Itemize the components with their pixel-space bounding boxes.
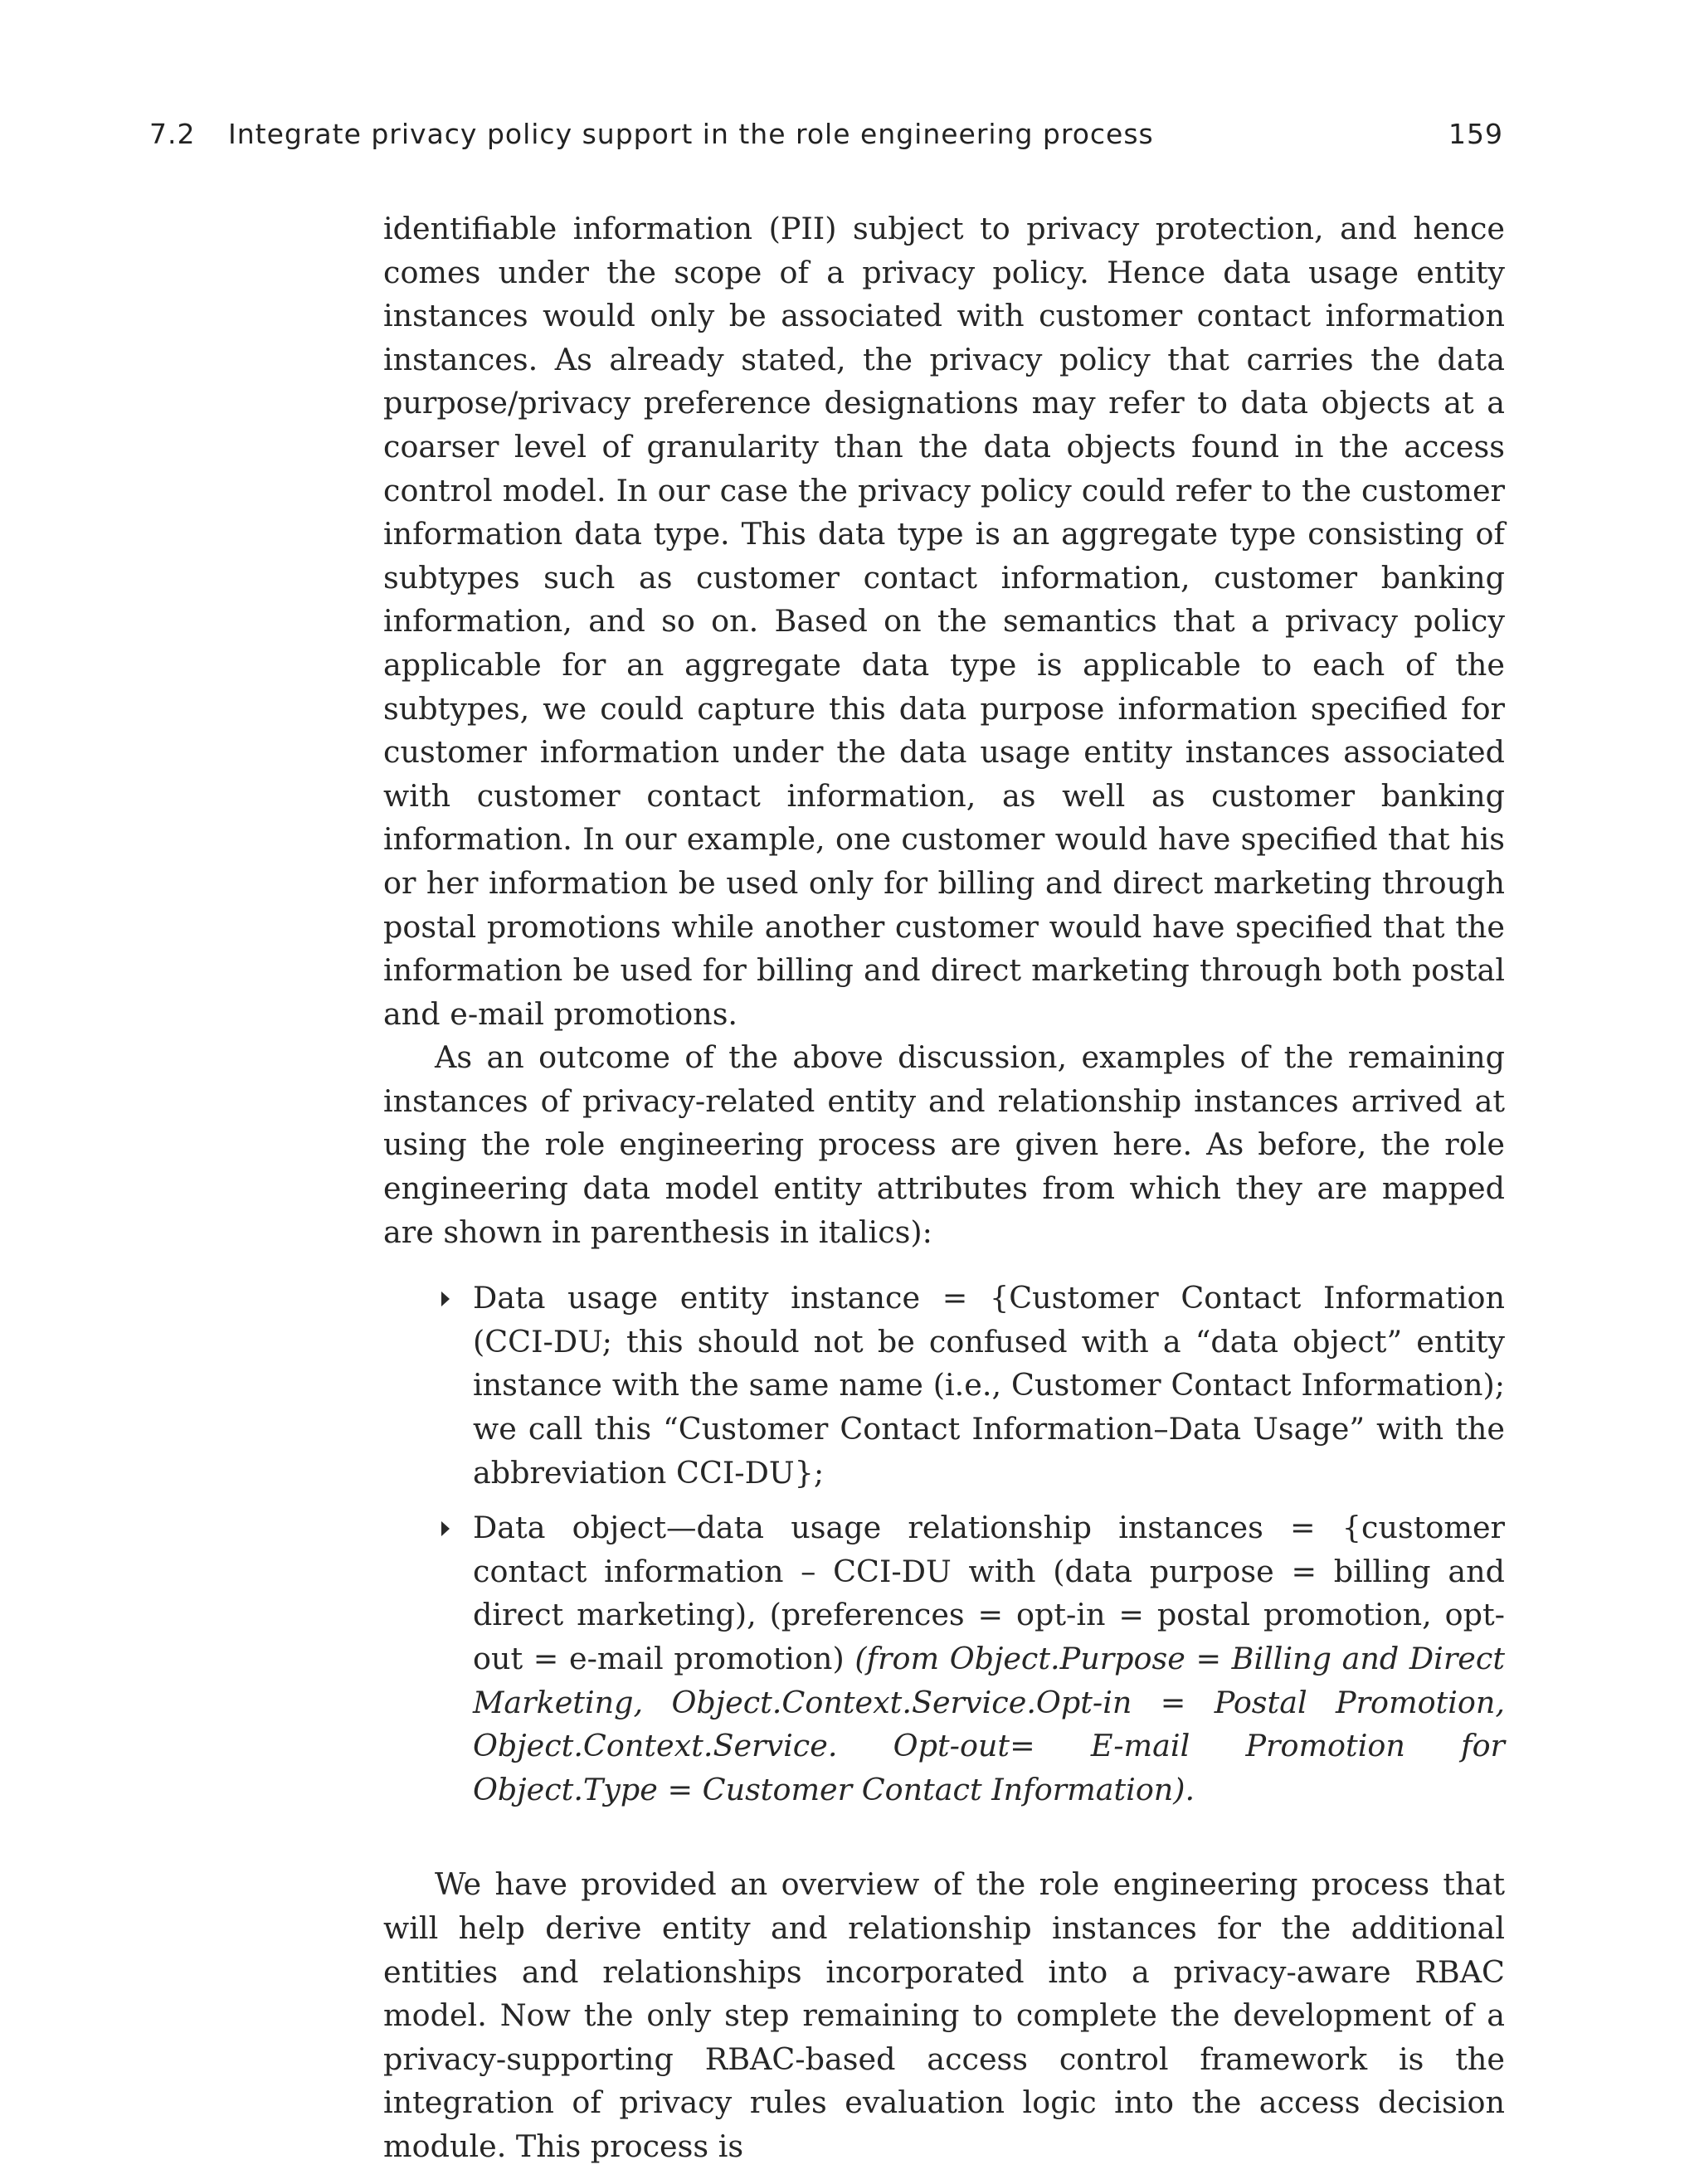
section-number: 7.2	[149, 118, 196, 150]
bullet-text: Data usage entity instance = {Customer Contact Information (CCI-DU; this should not be confused with a “data object” entity instance with the same name (i.e., Customer Contact Information); we call this “Customer Contact Information–Data Usage” with the abbreviation CCI-DU};	[473, 1280, 1505, 1491]
bullet-text: Data object—data usage relationship instances = {customer contact information – CCI-DU with (data purpose = billing and direct marketing), (preferences = opt-in = postal promotion, opt-out = e-mail promotion)	[473, 1510, 1505, 1676]
section-title: Integrate privacy policy support in the role engineering process	[228, 118, 1154, 150]
paragraph-overview: We have provided an overview of the role engineering process that will help derive entity and relationship instances for the additional entities and relationships incorporated into a privacy-aware RBAC model. Now the only step remaining to complete the development of a privacy-supporting RBAC-based access control framework is the integration of privacy rules evaluation logic into the access decision module. This process is	[383, 1866, 1505, 2164]
paragraph-outcome: As an outcome of the above discussion, examples of the remaining instances of privacy-related entity and relationship instances arrived at using the role engineering process are given here. As before, the role engineering data model entity attributes from which they are mapped are shown in parenthesis in italics):	[383, 1039, 1505, 1250]
bullet-item	[383, 1506, 1505, 1812]
running-head	[149, 118, 1503, 158]
paragraph-continuation: identifiable information (PII) subject to privacy protection, and hence comes under the scope of a privacy policy. Hence data usage entity instances would only be associated with customer contact information instances. As already stated, the privacy policy that carries the data purpose/privacy preference designations may refer to data objects at a coarser level of granularity than the data objects found in the access control model. In our case the privacy policy could refer to the customer information data type. This data type is an aggregate type consisting of subtypes such as customer contact information, customer banking information, and so on. Based on the semantics that a privacy policy applicable for an aggregate data type is applicable to each of the subtypes, we could capture this data purpose information specified for customer information under the data usage entity instances associated with customer contact information, as well as customer banking information. In our example, one customer would have specified that his or her information be used only for billing and direct marketing through postal promotions while another customer would have specified that the information be used for billing and direct marketing through both postal and e-mail promotions.	[383, 211, 1505, 1032]
body-text	[383, 207, 1505, 2169]
bullet-triangle-icon	[441, 1521, 450, 1536]
bullet-italic-mapping: (from Object.Purpose = Billing and Direct Marketing, Object.Context.Service.Opt-in = Postal Promotion, Object.Context.Service. Opt-out= E-mail Promotion for Object.Type = Customer Contact Information).	[473, 1641, 1506, 1807]
bullet-triangle-icon	[441, 1291, 450, 1306]
bullet-item	[383, 1277, 1505, 1495]
page-number: 159	[1448, 118, 1503, 150]
bullet-list	[383, 1277, 1505, 1812]
